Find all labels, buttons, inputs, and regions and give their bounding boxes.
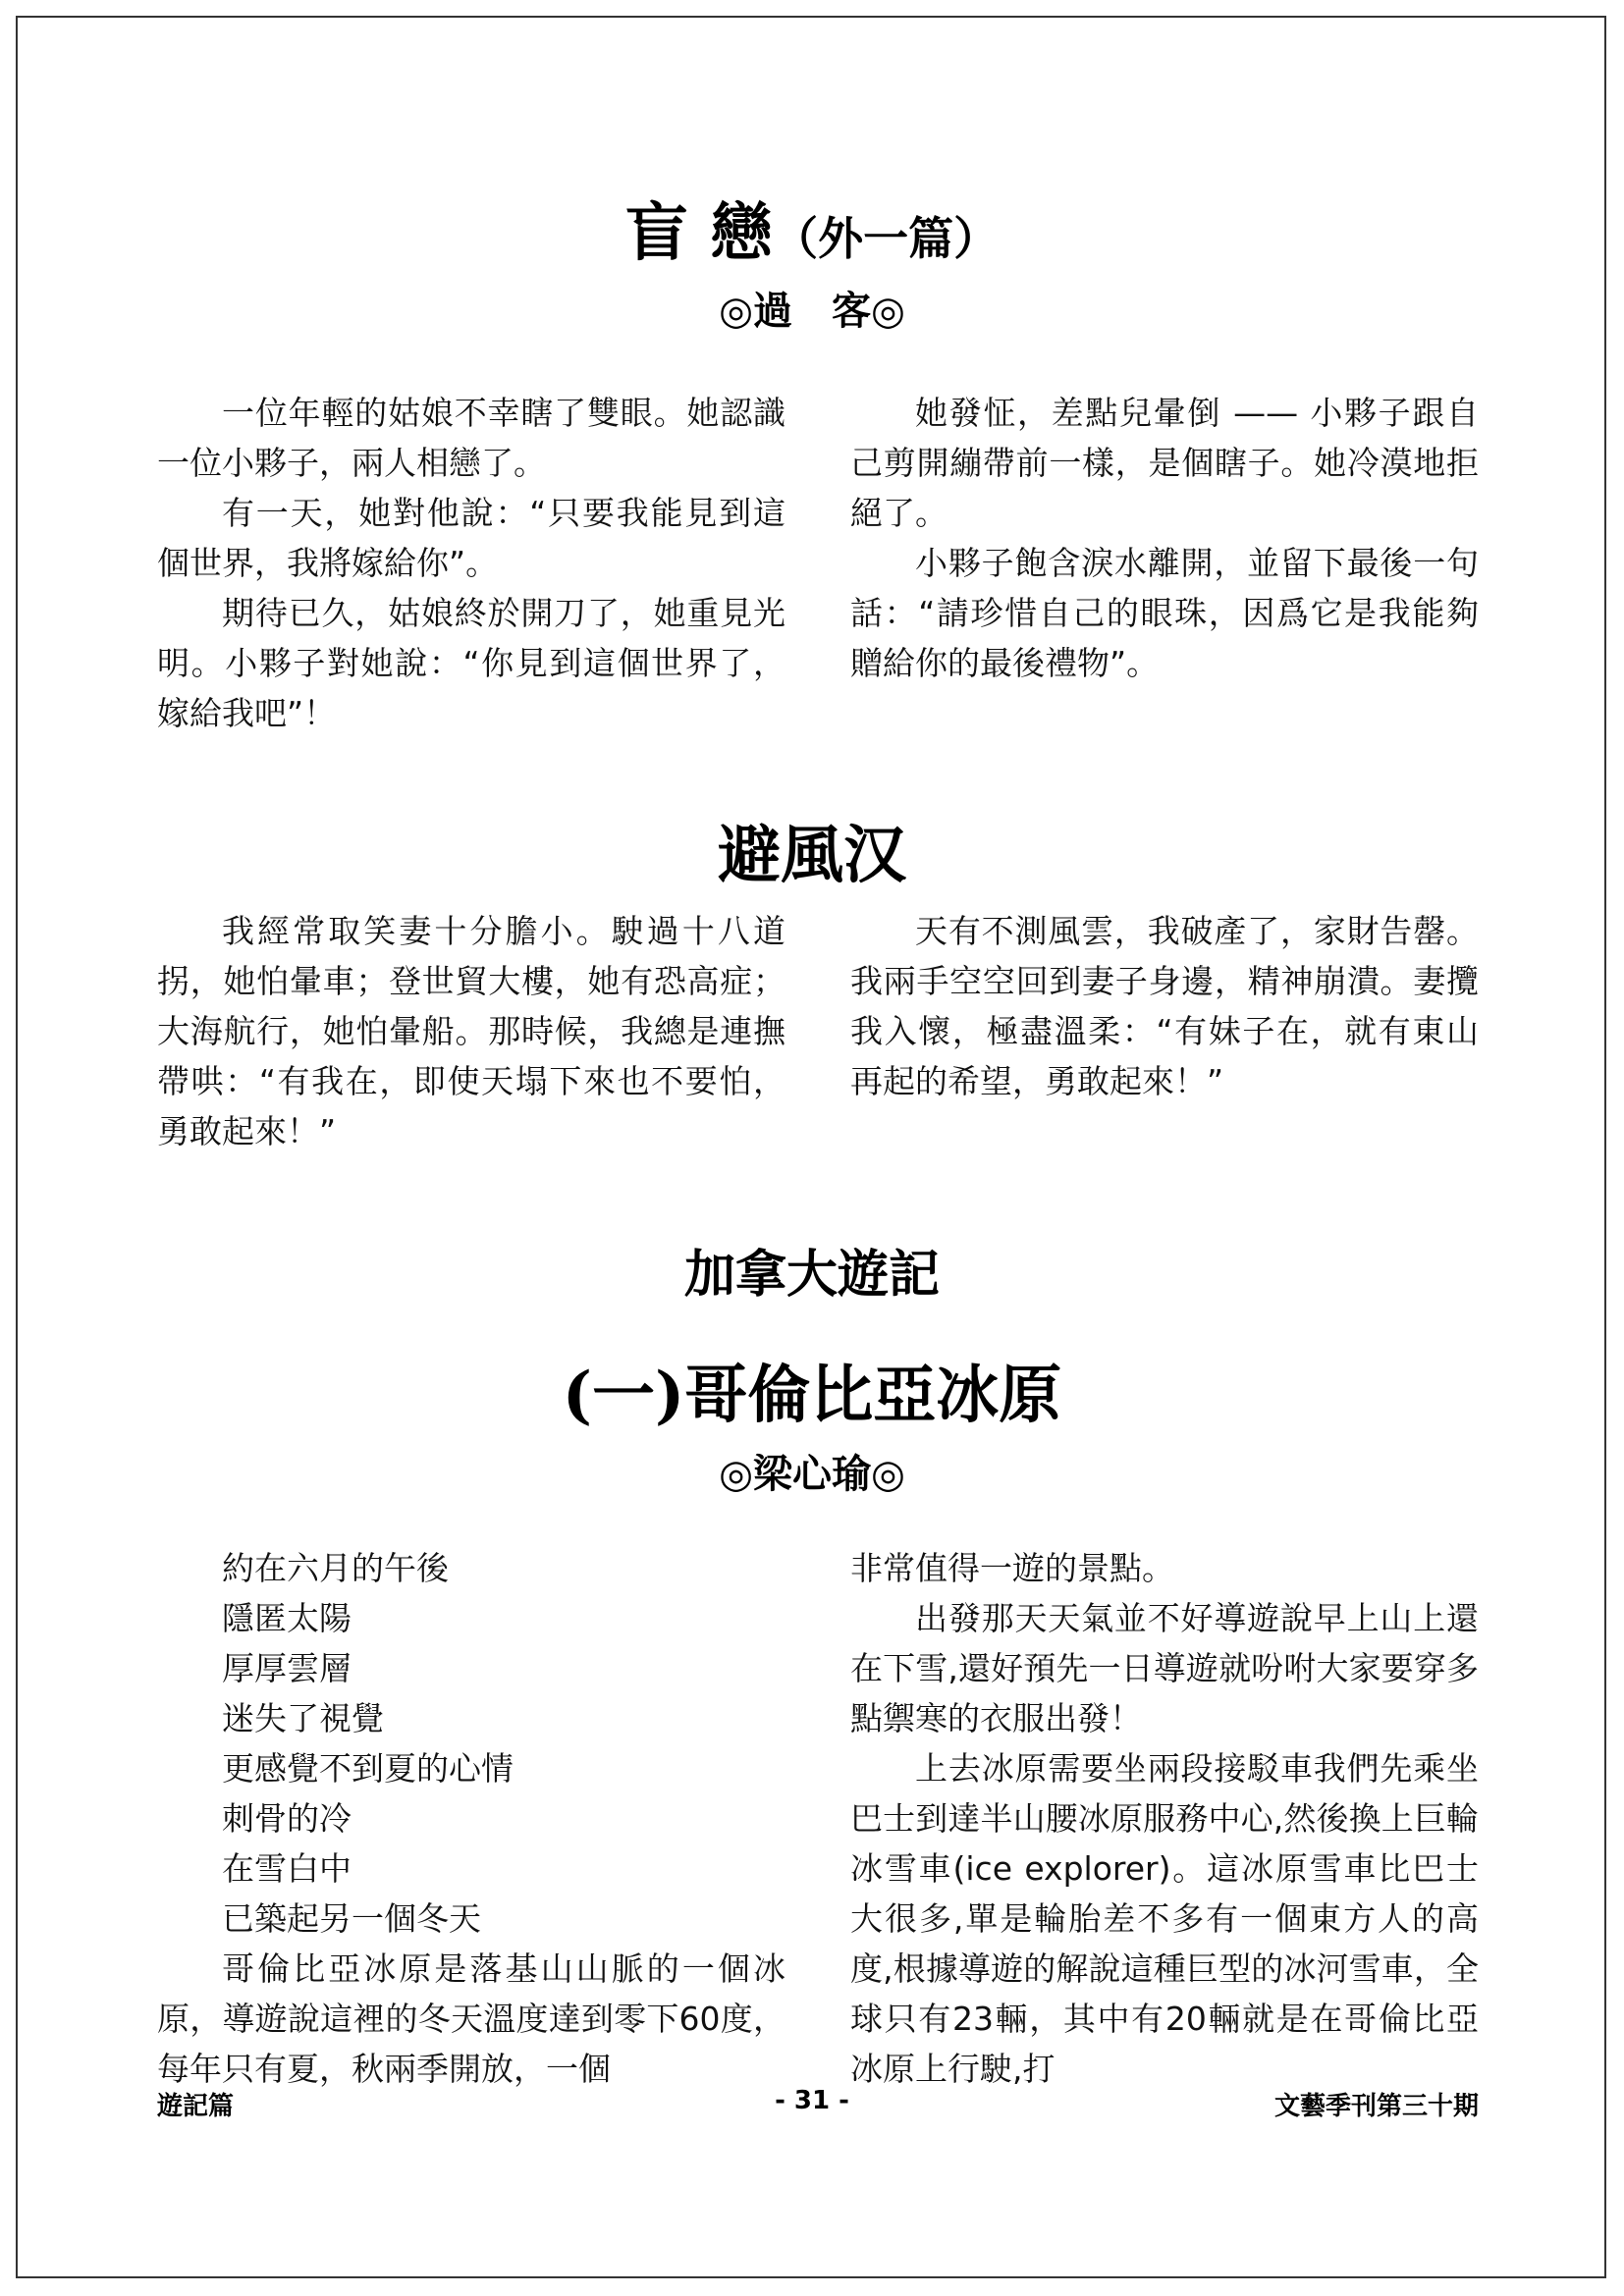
poem-line: 迷失了視覺 <box>222 1699 384 1737</box>
story1-paragraph: 她發怔，差點兒暈倒 —— 小夥子跟自己剪開繃帶前一樣，是個瞎子。她冷漠地拒絕了。 <box>850 394 1479 532</box>
story3-paragraph: 出發那天天氣並不好導遊說早上山上還在下雪,還好預先一日導遊就吩咐大家要穿多點禦寒的衣服出發！ <box>850 1599 1479 1737</box>
story1-paragraph: 一位年輕的姑娘不幸瞎了雙眼。她認識一位小夥子，兩人相戀了。 <box>157 394 785 482</box>
story3-right-column <box>850 1543 1479 2094</box>
footer-publication: 文藝季刊第三十期 <box>1273 2092 1479 2121</box>
poem-line: 刺骨的冷 <box>222 1799 352 1838</box>
story1-title-main: 盲 戀 <box>624 196 774 270</box>
story1-left-column <box>157 388 785 738</box>
story2-paragraph: 我經常取笑妻十分膽小。駛過十八道拐，她怕暈車；登世貿大樓，她有恐高症；大海航行，她怕暈船。那時候，我總是連撫帶哄：“有我在，即使天塌下來也不要怕，勇敢起來！” <box>157 912 785 1150</box>
story1-paragraph: 小夥子飽含淚水離開，並留下最後一句話：“請珍惜自己的眼珠，因爲它是我能夠贈給你的最後禮物”。 <box>850 544 1479 682</box>
poem-line: 在雪白中 <box>222 1849 352 1888</box>
story1-author: ◎過 客◎ <box>719 288 905 334</box>
poem-line: 約在六月的午後 <box>222 1549 449 1587</box>
poem-line: 隱匿太陽 <box>222 1599 352 1637</box>
story1-right-column <box>850 388 1479 688</box>
footer-page-number: - 31 - <box>775 2086 849 2115</box>
story2-right-column <box>850 906 1479 1106</box>
story1-paragraph: 有一天，她對他說：“只要我能見到這個世界，我將嫁給你”。 <box>157 494 785 582</box>
poem-line: 厚厚雲層 <box>222 1649 352 1687</box>
story2-paragraph: 天有不測風雲，我破產了，家財告罄。我兩手空空回到妻子身邊，精神崩潰。妻攬我入懷，極盡溫柔：“有妹子在，就有東山再起的希望，勇敢起來！” <box>850 912 1479 1100</box>
poem-line: 已築起另一個冬天 <box>222 1899 481 1938</box>
story3-paragraph: 上去冰原需要坐兩段接駁車我們先乘坐巴士到達半山腰冰原服務中心,然後換上巨輪冰雪車(ice explorer)。這冰原雪車比巴士大很多,單是輪胎差不多有一個東方人的高度,根據導遊的解說這種巨型的冰河雪車，全球只有23輛，其中有20輛就是在哥倫比亞冰原上行駛,打 <box>850 1749 1479 2088</box>
story2-title: 避風汉 <box>718 819 906 892</box>
poem-line: 更感覺不到夏的心情 <box>222 1749 514 1788</box>
story1-title-sub: （外一篇） <box>773 212 1000 265</box>
story3-subtitle: (一)哥倫比亞冰原 <box>562 1359 1062 1432</box>
story1-paragraph: 期待已久，姑娘終於開刀了，她重見光明。小夥子對她說：“你見到這個世界了，嫁給我吧”！ <box>157 594 785 732</box>
story3-left-column <box>157 1543 785 2094</box>
story3-paragraph-continued: 非常值得一遊的景點。 <box>850 1549 1174 1587</box>
story3-title: 加拿大遊記 <box>683 1245 940 1305</box>
story3-author: ◎梁心瑜◎ <box>719 1451 905 1497</box>
story2-left-column <box>157 906 785 1156</box>
story1-title <box>0 183 1624 273</box>
footer-section: 遊記篇 <box>157 2092 235 2121</box>
story3-paragraph: 哥倫比亞冰原是落基山山脈的一個冰原，導遊說這裡的冬天溫度達到零下60度，每年只有夏，秋兩季開放，一個 <box>157 1949 785 2088</box>
